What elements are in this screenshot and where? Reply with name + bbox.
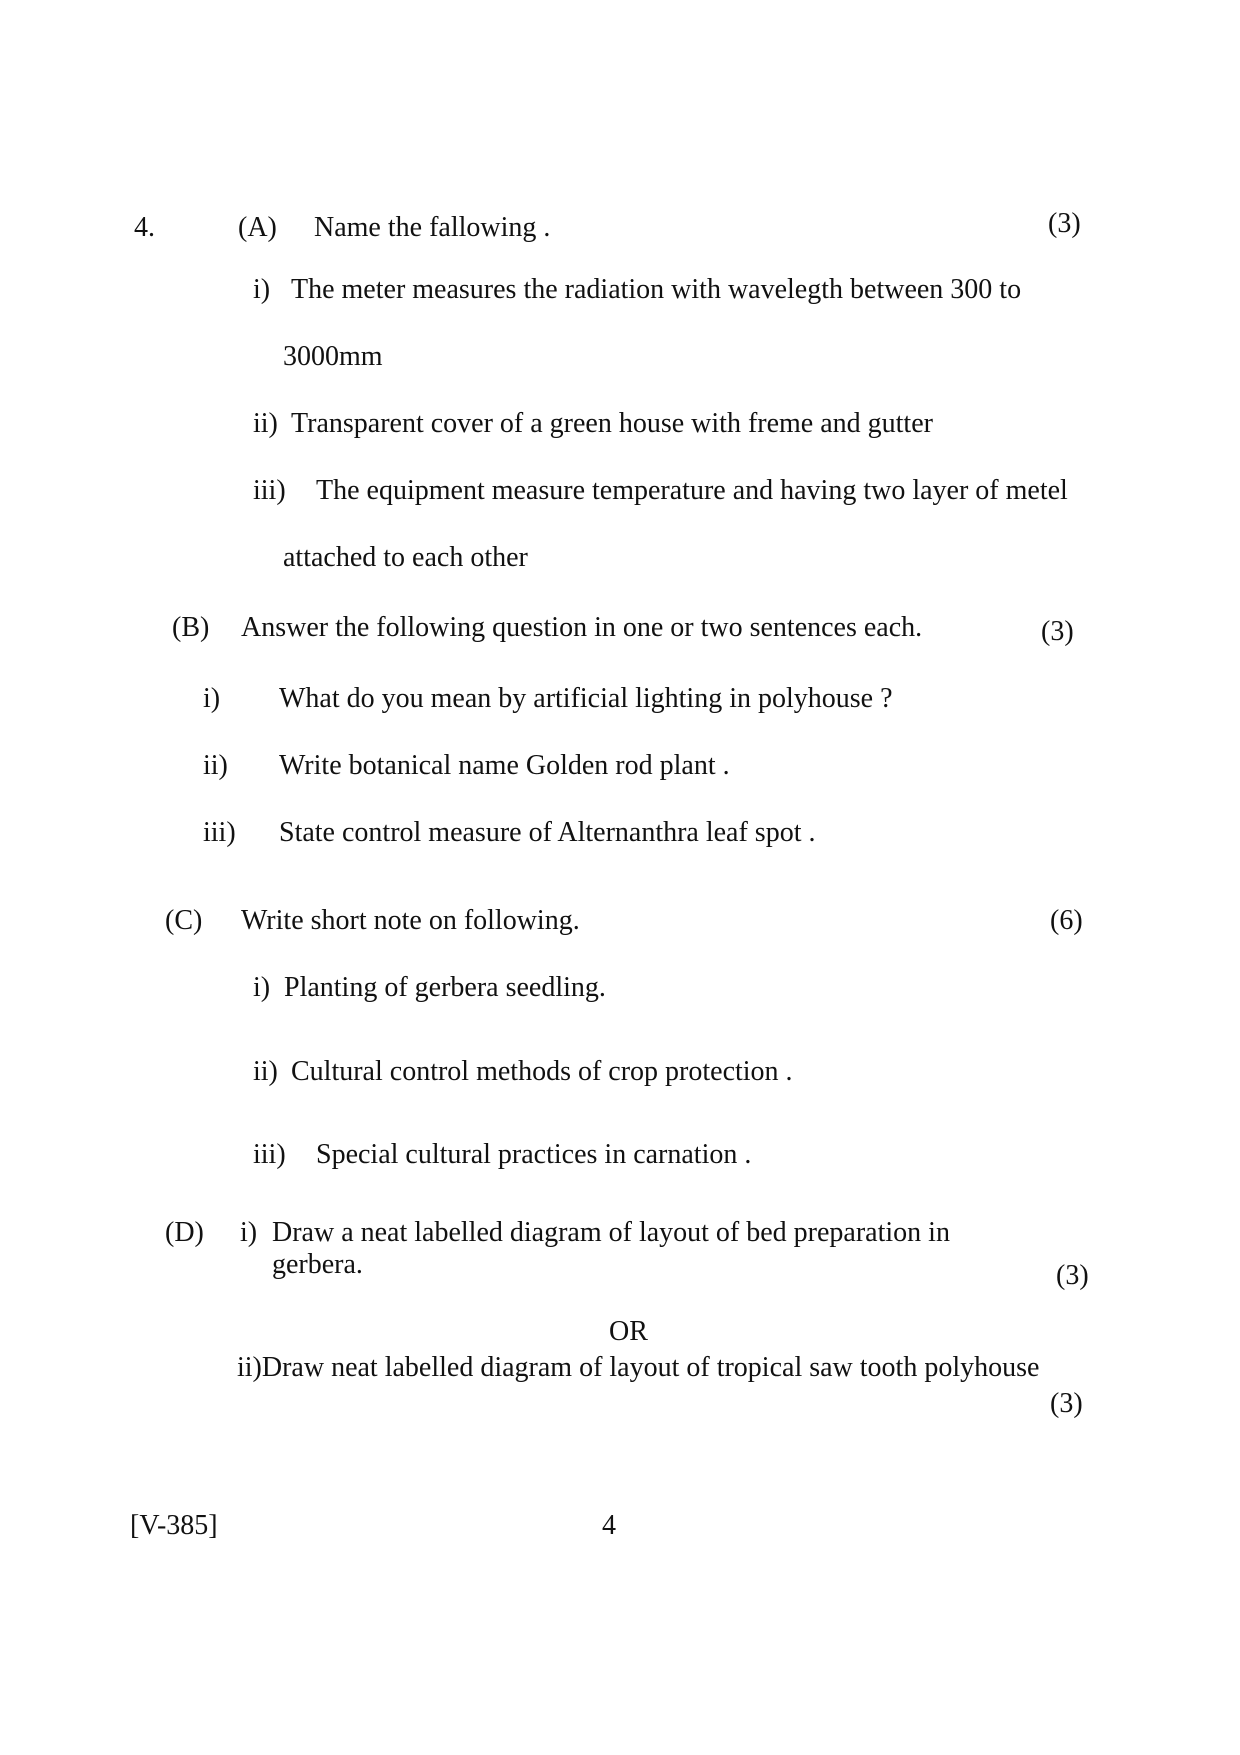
footer-code: [V-385] bbox=[130, 1510, 218, 1541]
part-a-item-3-num: iii) bbox=[253, 475, 286, 506]
part-c-title: Write short note on following. bbox=[241, 905, 580, 936]
part-b-item-2-num: ii) bbox=[203, 750, 228, 781]
part-a-item-1-cont: 3000mm bbox=[283, 341, 383, 372]
part-c-item-1-text: Planting of gerbera seedling. bbox=[284, 972, 606, 1003]
part-d-option1-marks: (3) bbox=[1056, 1260, 1089, 1291]
part-b-item-3-num: iii) bbox=[203, 817, 236, 848]
part-c-item-1-num: i) bbox=[253, 972, 271, 1003]
part-c-item-2-num: ii) bbox=[253, 1056, 278, 1087]
part-b-item-1-num: i) bbox=[203, 683, 221, 714]
part-a-item-2-text: Transparent cover of a green house with freme and gutter bbox=[291, 408, 933, 439]
part-a-item-2-num: ii) bbox=[253, 408, 278, 439]
part-d-option1-num: i) bbox=[240, 1217, 258, 1248]
part-a-item-3-cont: attached to each other bbox=[283, 542, 528, 573]
part-d-option1-line2: gerbera. bbox=[272, 1249, 363, 1280]
part-b-item-3-text: State control measure of Alternanthra leaf spot . bbox=[279, 817, 816, 848]
page-number: 4 bbox=[602, 1510, 616, 1541]
part-a-item-1-text: The meter measures the radiation with wavelegth between 300 to bbox=[291, 274, 1022, 305]
part-a-label: (A) bbox=[238, 212, 277, 243]
part-c-item-2-text: Cultural control methods of crop protection . bbox=[291, 1056, 793, 1087]
part-a-marks: (3) bbox=[1048, 208, 1081, 239]
part-c-marks: (6) bbox=[1050, 905, 1083, 936]
part-b-label: (B) bbox=[172, 612, 210, 643]
part-c-item-3-text: Special cultural practices in carnation . bbox=[316, 1139, 752, 1170]
part-b-title: Answer the following question in one or two sentences each. bbox=[241, 612, 923, 643]
part-b-marks: (3) bbox=[1041, 616, 1074, 647]
part-a-title: Name the fallowing . bbox=[314, 212, 551, 243]
part-c-item-3-num: iii) bbox=[253, 1139, 286, 1170]
part-d-or: OR bbox=[609, 1316, 648, 1347]
part-d-option2-marks: (3) bbox=[1050, 1388, 1083, 1419]
part-a-item-1-num: i) bbox=[253, 274, 271, 305]
part-a-item-3-text: The equipment measure temperature and having two layer of metel bbox=[316, 475, 1068, 506]
part-d-option1-line1: Draw a neat labelled diagram of layout of bed preparation in bbox=[272, 1217, 950, 1248]
part-b-item-1-text: What do you mean by artificial lighting in polyhouse ? bbox=[279, 683, 893, 714]
question-number: 4. bbox=[134, 212, 155, 243]
part-b-item-2-text: Write botanical name Golden rod plant . bbox=[279, 750, 730, 781]
part-d-label: (D) bbox=[165, 1217, 204, 1248]
part-d-option2: ii)Draw neat labelled diagram of layout of tropical saw tooth polyhouse bbox=[237, 1352, 1040, 1383]
part-c-label: (C) bbox=[165, 905, 203, 936]
